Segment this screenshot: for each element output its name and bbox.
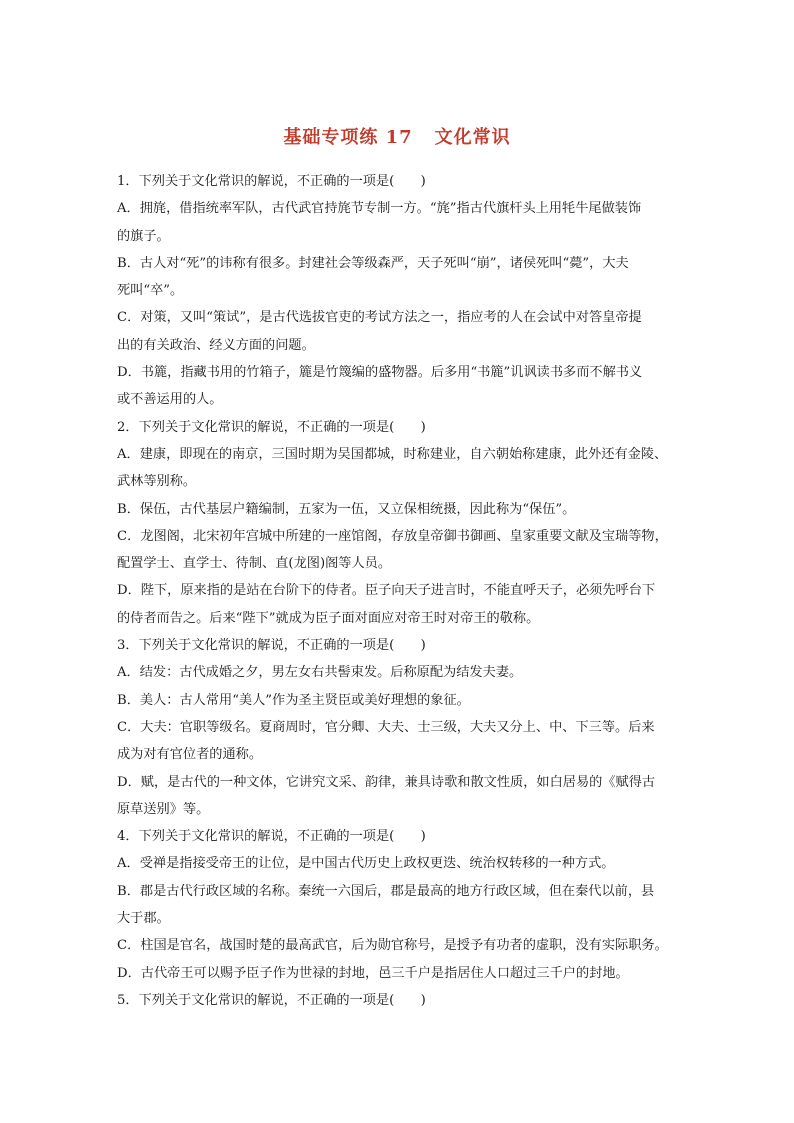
- text-line: 原草送别》等。: [117, 801, 210, 817]
- text-line: A．结发：古代成婚之夕，男左女右共髻束发。后称原配为结发夫妻。: [117, 665, 523, 681]
- text-line: 2．下列关于文化常识的解说，不正确的一项是( ): [117, 419, 426, 435]
- text-line: D．古代帝王可以赐予臣子作为世禄的封地，邑三千户是指居住人口超过三千户的封地。: [117, 965, 629, 981]
- text-line: A．拥旄，借指统率军队，古代武官持旄节专制一方。“旄”指古代旗杆头上用牦牛尾做装饰: [117, 201, 642, 217]
- text-line: 3．下列关于文化常识的解说，不正确的一项是( ): [117, 638, 426, 654]
- text-line: 大于郡。: [117, 911, 170, 927]
- text-line: D．赋，是古代的一种文体，它讲究文采、韵律，兼具诗歌和散文性质，如白居易的《赋得古: [117, 774, 656, 790]
- page-title: [0, 123, 794, 149]
- text-line: C．龙图阁，北宋初年宫城中所建的一座馆阁，存放皇帝御书御画、皇家重要文献及宝瑞等物，: [117, 528, 668, 544]
- text-line: 武林等别称。: [117, 474, 197, 490]
- text-line: 1．下列关于文化常识的解说，不正确的一项是( ): [117, 174, 426, 189]
- text-line: C．柱国是官名，战国时楚的最高武官，后为勋官称号，是授予有功者的虚职，没有实际职务。: [117, 938, 668, 954]
- text-line: 5．下列关于文化常识的解说，不正确的一项是( ): [117, 992, 426, 1008]
- text-line: B．保伍，古代基层户籍编制，五家为一伍，又立保相统摄，因此称为“保伍”。: [117, 501, 576, 517]
- text-line: 出的有关政治、经义方面的问题。: [117, 337, 315, 353]
- text-line: 成为对有官位者的通称。: [117, 747, 263, 763]
- text-line: 配置学士、直学士、待制、直(龙图)阁等人员。: [117, 556, 392, 572]
- text-line: D．书簏，指藏书用的竹箱子，簏是竹篾编的盛物器。后多用“书簏”讥讽读书多而不解书义: [117, 365, 643, 381]
- text-line: 的侍者而告之。后来“陛下”就成为臣子面对面应对帝王时对帝王的敬称。: [117, 610, 540, 626]
- text-line: 4．下列关于文化常识的解说，不正确的一项是( ): [117, 829, 426, 845]
- text-line: B．古人对“死”的讳称有很多。封建社会等级森严，天子死叫“崩”，诸侯死叫“薨”，大夫: [117, 255, 629, 271]
- text-line: 或不善运用的人。: [117, 392, 223, 408]
- text-line: B．郡是古代行政区域的名称。秦统一六国后，郡是最高的地方行政区域，但在秦代以前，县: [117, 883, 655, 899]
- text-line: C．大夫：官职等级名。夏商周时，官分卿、大夫、士三级，大夫又分上、中、下三等。后来: [117, 719, 655, 735]
- text-line: B．美人：古人常用“美人”作为圣主贤臣或美好理想的象征。: [117, 692, 470, 708]
- text-line: A．建康，即现在的南京，三国时期为吴国都城，时称建业，自六朝始称建康，此外还有金陵、: [117, 446, 668, 462]
- text-line: D．陛下，原来指的是站在台阶下的侍者。臣子向天子进言时，不能直呼天子，必须先呼台下: [117, 583, 656, 599]
- text-line: C．对策，又叫“策试”，是古代选拔官吏的考试方法之一，指应考的人在会试中对答皇帝提: [117, 310, 642, 326]
- title-sub: 文化常识: [434, 127, 511, 148]
- question-body: [117, 168, 685, 1014]
- text-line: 的旗子。: [117, 228, 170, 244]
- text-line: 死叫“卒”。: [117, 283, 184, 299]
- title-main: 基础专项练 17: [283, 127, 413, 148]
- text-line: A．受禅是指接受帝王的让位，是中国古代历史上政权更迭、统治权转移的一种方式。: [117, 856, 615, 872]
